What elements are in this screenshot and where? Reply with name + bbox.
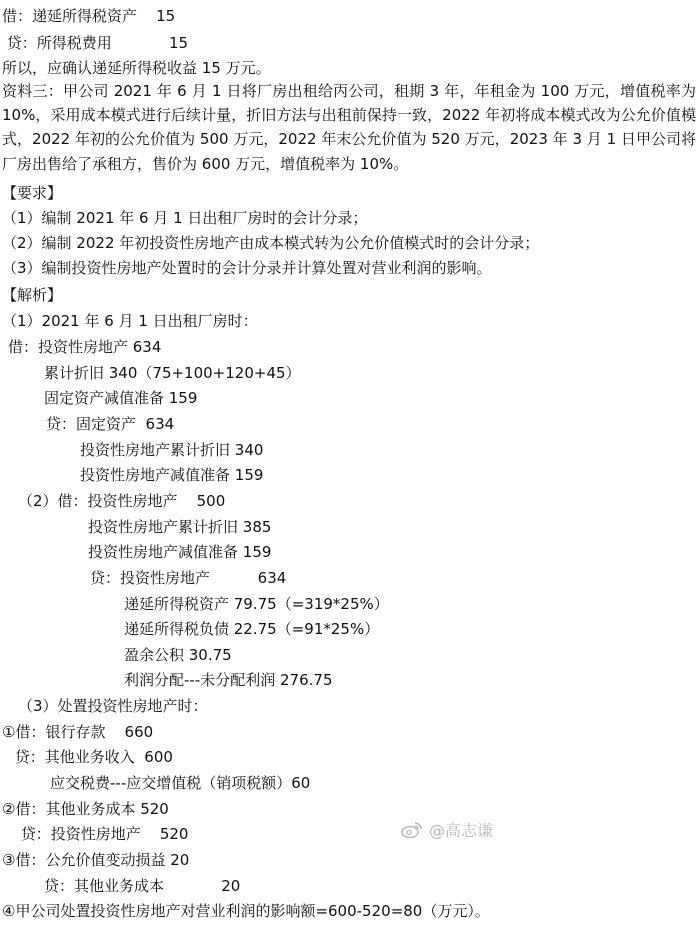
journal-entry-credit: 贷：所得税费用 15 bbox=[2, 34, 189, 52]
watermark bbox=[401, 818, 493, 841]
analysis-1-heading: （1）2021 年 6 月 1 日出租厂房时： bbox=[2, 312, 258, 330]
entry3-2-credit: 贷：投资性房地产 520 bbox=[16, 825, 189, 843]
entry3-3-debit: ③借：公允价值变动损益 20 bbox=[2, 851, 190, 869]
entry2-line-5: 递延所得税资产 79.75（=319*25%） bbox=[124, 595, 389, 613]
entry1-line-3: 固定资产减值准备 159 bbox=[44, 389, 198, 407]
analysis-3-heading: （3）处置投资性房地产时： bbox=[18, 697, 208, 715]
entry2-line-8: 利润分配---未分配利润 276.75 bbox=[124, 671, 333, 689]
requirements-heading: 【要求】 bbox=[2, 184, 63, 202]
entry3-2-debit: ②借：其他业务成本 520 bbox=[2, 800, 169, 818]
profit-impact-line: ④甲公司处置投资性房地产对营业利润的影响额=600-520=80（万元）。 bbox=[2, 902, 490, 920]
conclusion-text: 所以，应确认递延所得税收益 15 万元。 bbox=[2, 59, 271, 77]
entry3-1-tax-line: 应交税费---应交增值税（销项税额）60 bbox=[50, 774, 311, 792]
entry2-credit-line: 贷：投资性房地产 634 bbox=[90, 569, 287, 587]
entry1-line-5: 投资性房地产累计折旧 340 bbox=[80, 441, 264, 459]
entry1-line-6: 投资性房地产减值准备 159 bbox=[80, 466, 264, 484]
entry1-credit-line: 贷：固定资产 634 bbox=[46, 415, 175, 433]
requirement-3: （3）编制投资性房地产处置时的会计分录并计算处置对营业利润的影响。 bbox=[2, 259, 492, 277]
entry1-debit-line: 借：投资性房地产 634 bbox=[8, 338, 162, 356]
entry2-line-3: 投资性房地产减值准备 159 bbox=[88, 543, 272, 561]
material-three-paragraph: 资料三：甲公司 2021 年 6 月 1 日将厂房出租给丙公司，租期 3 年，年租金为 100 万元，增值税率为 10%，采用成本模式进行后续计量，折旧方法与出租前保持一致，2022 年初将成本模式改为公允价值模式，2022 年初的公允价值为 500 万元，2022 年末公允价值为 520 万元，2023 年 3 月 1 日甲公司将厂房出售给了承租方，售价为 600 万元，增值税率为 10%。 bbox=[2, 82, 696, 173]
analysis-heading: 【解析】 bbox=[2, 286, 63, 304]
requirement-1: （1）编制 2021 年 6 月 1 日出租厂房时的会计分录； bbox=[2, 209, 368, 227]
journal-entry-debit: 借：递延所得税资产 15 bbox=[2, 7, 176, 25]
entry2-line-6: 递延所得税负债 22.75（=91*25%） bbox=[124, 620, 380, 638]
entry2-line-7: 盈余公积 30.75 bbox=[124, 646, 232, 664]
weibo-icon bbox=[401, 821, 423, 839]
requirement-2: （2）编制 2022 年初投资性房地产由成本模式转为公允价值模式时的会计分录； bbox=[2, 234, 540, 252]
entry2-debit-line: （2）借：投资性房地产 500 bbox=[18, 492, 226, 510]
watermark-text: @高志谦 bbox=[429, 821, 494, 840]
entry3-1-debit: ①借：银行存款 660 bbox=[2, 723, 154, 741]
entry2-line-2: 投资性房地产累计折旧 385 bbox=[88, 518, 272, 536]
entry1-line-2: 累计折旧 340（75+100+120+45） bbox=[44, 364, 301, 382]
entry3-1-credit: 贷：其他业务收入 600 bbox=[10, 748, 173, 766]
entry3-3-credit: 贷：其他业务成本 20 bbox=[44, 877, 241, 895]
